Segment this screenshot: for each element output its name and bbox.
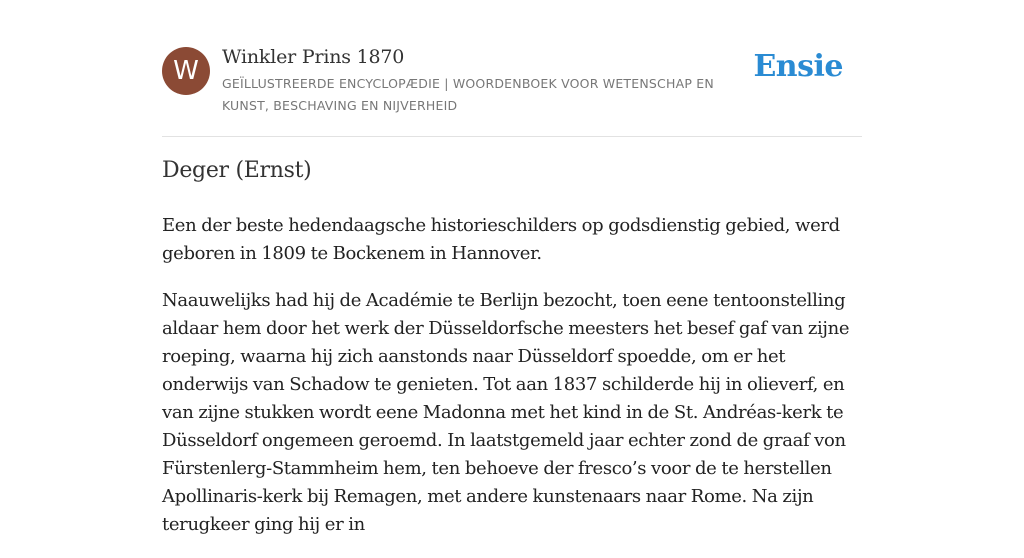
entry-body — [162, 212, 862, 558]
entry-paragraph: Naauwelijks had hij de Académie te Berlijn bezocht, toen eene tentoonstelling aldaar hem door het werk der Düsseldorfsche meesters het besef gaf van zijne roeping, waarna hij zich aanstonds naar Düsseldorf spoedde, om er het onderwijs van Schadow te genieten. Tot aan 1837 schilderde hij in olieverf, en van zijne stukken wordt eene Madonna met het kind in de St. Andréas-kerk te Düsseldorf ongemeen geroemd. In laatstgemeld jaar echter zond de graaf von Fürstenlerg-Stammheim hem, ten behoeve der fresco’s voor de te herstellen Apollinaris-kerk bij Remagen, met andere kunstenaars naar Rome. Na zijn terugkeer ging hij er in — [162, 290, 850, 535]
source-header — [162, 44, 862, 137]
entry-title: Deger (Ernst) — [162, 158, 312, 183]
ensie-logo[interactable]: Ensie — [753, 49, 843, 84]
source-subtitle: GEÏLLUSTREERDE ENCYCLOPÆDIE | WOORDENBOEK VOOR WETENSCHAP EN KUNST, BESCHAVING EN NIJVERHEID — [222, 76, 714, 113]
entry-paragraph: Een der beste hedendaagsche historieschilders op godsdienstig gebied, werd geboren in 1809 te Bockenem in Hannover. — [162, 215, 840, 264]
source-title[interactable]: Winkler Prins 1870 — [222, 46, 405, 68]
source-avatar[interactable]: W — [162, 47, 210, 95]
